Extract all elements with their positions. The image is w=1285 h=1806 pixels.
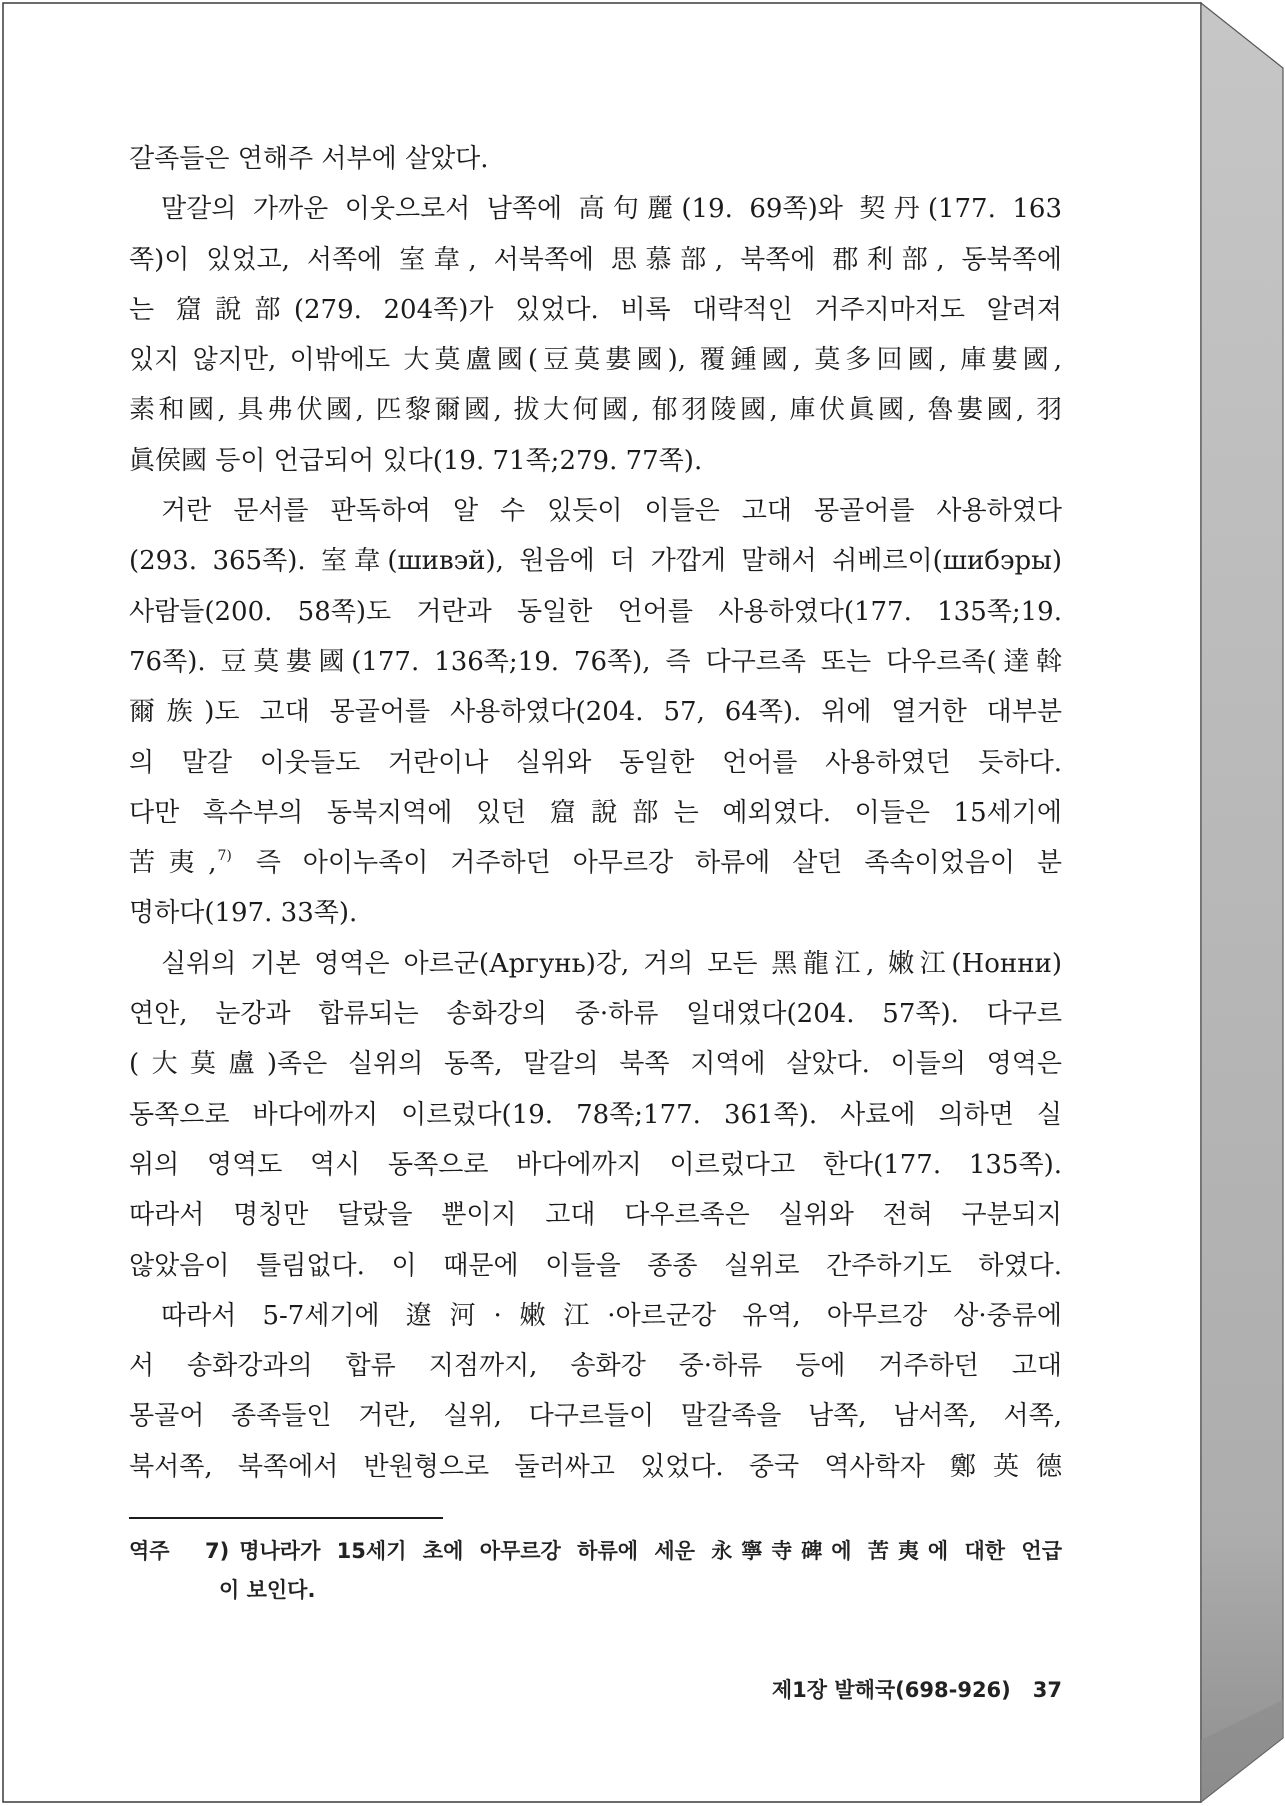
text-line: 북서쪽, 북쪽에서 반원형으로 둘러싸고 있었다. 중국 역사학자 鄭英德: [129, 1451, 1062, 1482]
body-paragraph: [129, 1291, 1062, 1492]
body-paragraph: [129, 134, 1062, 184]
text-line: 거란 문서를 판독하여 알 수 있듯이 이들은 고대 몽골어를 사용하였다: [161, 496, 1062, 527]
text-line: 있지 않지만, 이밖에도 大莫盧國(豆莫婁國), 覆鍾國, 莫多回國, 庫婁國,: [129, 345, 1062, 376]
text-line: 따라서 5-7세기에 遼河·嫩江·아르군강 유역, 아무르강 상·중류에: [161, 1300, 1062, 1331]
text-line: 위의 영역도 역시 동쪽으로 바다에까지 이르렀다고 한다(177. 135쪽).: [129, 1149, 1062, 1180]
footnote-text: 명나라가 15세기 초에 아무르강 하류에 세운 永寧寺碑에 苦夷에 대한 언급: [239, 1539, 1062, 1563]
text-line: 76쪽). 豆莫婁國(177. 136쪽;19. 76쪽), 즉 다구르족 또는 다우르족(達斡: [129, 646, 1062, 677]
text-line: 몽골어 종족들인 거란, 실위, 다구르들이 말갈족을 남쪽, 남서쪽, 서쪽,: [129, 1401, 1062, 1432]
text-line: 동쪽으로 바다에까지 이르렀다(19. 78쪽;177. 361쪽). 사료에 의하면 실: [129, 1099, 1062, 1130]
text-line: (293. 365쪽). 室韋(шивэй), 원음에 더 가깝게 말해서 쉬베르이(шибэры): [129, 546, 1062, 577]
page-number: 37: [1032, 1678, 1062, 1702]
text-line: 따라서 명칭만 달랐을 뿐이지 고대 다우르족은 실위와 전혀 구분되지: [129, 1200, 1062, 1231]
text-line: 서 송화강과의 합류 지점까지, 송화강 중·하류 등에 거주하던 고대: [129, 1351, 1062, 1382]
text-line: 眞侯國 등이 언급되어 있다(19. 71쪽;279. 77쪽).: [129, 445, 703, 476]
footnote-line: 이 보인다.: [219, 1578, 316, 1602]
body-text: [129, 134, 1062, 1492]
text-line: 연안, 눈강과 합류되는 송화강의 중·하류 일대였다(204. 57쪽). 다구르: [129, 999, 1062, 1030]
text-line: 는 窟說部(279. 204쪽)가 있었다. 비록 대략적인 거주지마저도 알려져: [129, 294, 1062, 325]
text-line: 의 말갈 이웃들도 거란이나 실위와 동일한 언어를 사용하였던 듯하다.: [129, 747, 1062, 778]
text-line: 素和國, 具弗伏國, 匹黎爾國, 拔大何國, 郁羽陵國, 庫伏眞國, 魯婁國, 羽: [129, 395, 1062, 426]
text-line: 않았음이 틀림없다. 이 때문에 이들을 종종 실위로 간주하기도 하였다.: [129, 1250, 1062, 1281]
text-line: 사람들(200. 58쪽)도 거란과 동일한 언어를 사용하였다(177. 135쪽;19.: [129, 596, 1062, 627]
text-line: 갈족들은 연해주 서부에 살았다.: [129, 144, 489, 174]
text-line: 쪽)이 있었고, 서쪽에 室韋, 서북쪽에 思慕部, 북쪽에 郡利部, 동북쪽에: [129, 244, 1062, 275]
text-line: 爾族)도 고대 몽골어를 사용하였다(204. 57, 64쪽). 위에 열거한 대부분: [129, 697, 1062, 728]
text-line: 실위의 기본 영역은 아르군(Аргунь)강, 거의 모든 黑龍江, 嫩江(Нонни): [161, 948, 1062, 979]
running-footer-chapter: 제1장 발해국(698-926): [771, 1678, 1011, 1702]
text-line-with-note: [129, 838, 1062, 888]
text-line: 다만 흑수부의 동북지역에 있던 窟說部는 예외였다. 이들은 15세기에: [129, 797, 1062, 828]
text-line: 명하다(197. 33쪽).: [129, 898, 358, 929]
footnote-line: [205, 1532, 1062, 1570]
body-paragraph: [129, 184, 1062, 486]
running-footer: [772, 1672, 1062, 1708]
text-line: (大莫盧)족은 실위의 동쪽, 말갈의 북쪽 지역에 살았다. 이들의 영역은: [129, 1049, 1062, 1080]
text-segment: 즉 아이누족이 거주하던 아무르강 하류에 살던 족속이었음이 분: [233, 848, 1062, 879]
footnote-divider: [129, 1517, 443, 1519]
text-segment: 苦夷,: [129, 848, 217, 879]
footnote-label: 역주: [129, 1539, 170, 1563]
footnote-reference[interactable]: 7): [217, 848, 232, 865]
page-stack-edge: [1201, 3, 1283, 1802]
body-paragraph: [129, 486, 1062, 939]
text-line: 말갈의 가까운 이웃으로서 남쪽에 高句麗(19. 69쪽)와 契丹(177. 163: [161, 194, 1062, 225]
body-paragraph: [129, 939, 1062, 1291]
footnote-number: 7): [205, 1539, 230, 1563]
